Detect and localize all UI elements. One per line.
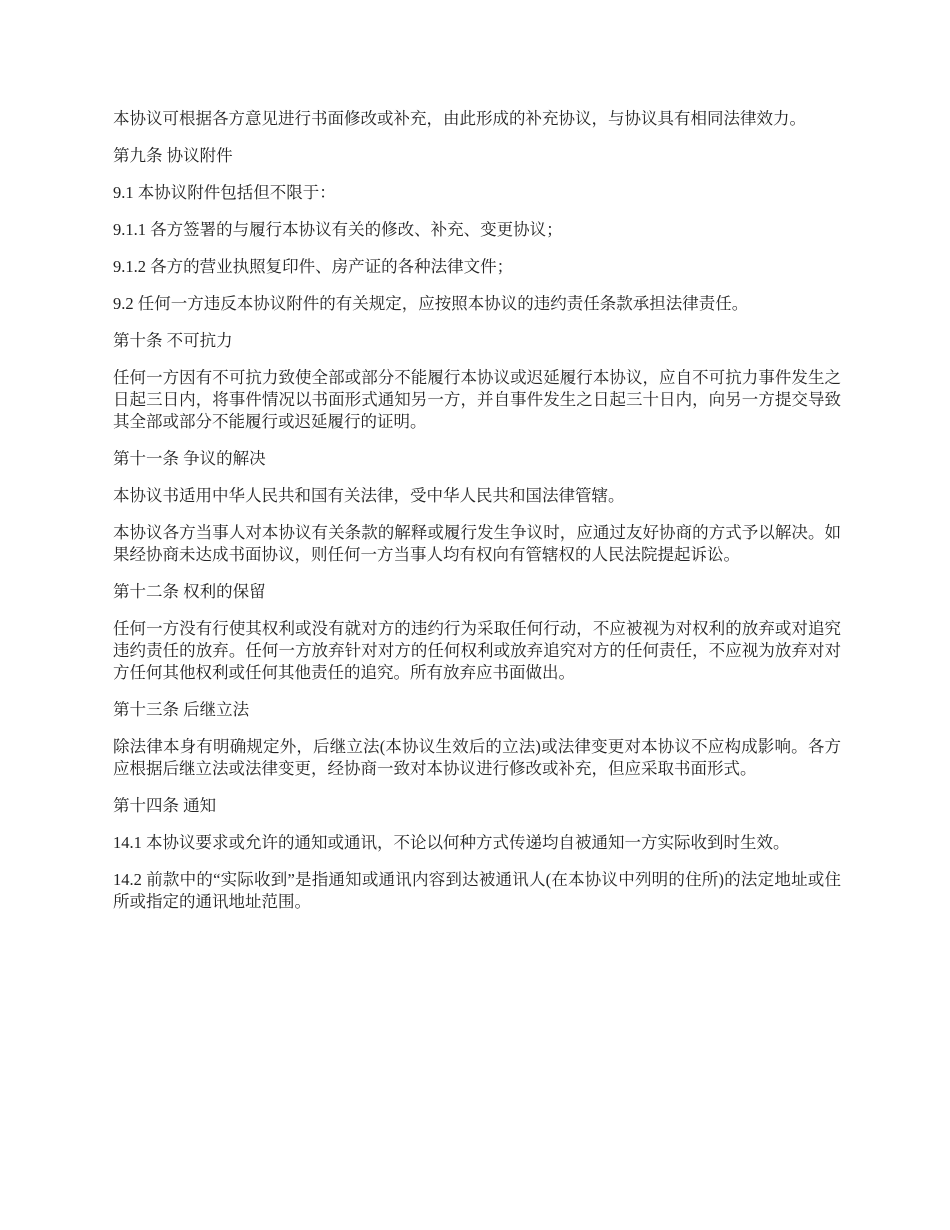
paragraph-supplementary-agreement: 本协议可根据各方意见进行书面修改或补充，由此形成的补充协议，与协议具有相同法律效力。 bbox=[113, 109, 806, 128]
heading-article-12: 第十二条 权利的保留 bbox=[113, 582, 266, 601]
clause-9-1-1: 9.1.1 各方签署的与履行本协议有关的修改、补充、变更协议； bbox=[113, 220, 563, 239]
clause-9-1-2: 9.1.2 各方的营业执照复印件、房产证的各种法律文件； bbox=[113, 257, 514, 276]
heading-article-13: 第十三条 后继立法 bbox=[113, 700, 250, 719]
paragraph-governing-law: 本协议书适用中华人民共和国有关法律，受中华人民共和国法律管辖。 bbox=[113, 486, 625, 505]
paragraph-force-majeure: 任何一方因有不可抗力致使全部或部分不能履行本协议或迟延履行本协议，应自不可抗力事件发生之日起三日内，将事件情况以书面形式通知另一方，并自事件发生之日起三十日内，向另一方提交导致其全部或部分不能履行或迟延履行的证明。 bbox=[113, 368, 841, 431]
paragraph-dispute-resolution: 本协议各方当事人对本协议有关条款的解释或履行发生争议时，应通过友好协商的方式予以解决。如果经协商未达成书面协议，则任何一方当事人均有权向有管辖权的人民法院提起诉讼。 bbox=[113, 523, 841, 564]
heading-article-14: 第十四条 通知 bbox=[113, 796, 217, 815]
heading-article-9: 第九条 协议附件 bbox=[113, 146, 233, 165]
clause-14-2: 14.2 前款中的“实际收到”是指通知或通讯内容到达被通讯人(在本协议中列明的住所)的法定地址或住所或指定的通讯地址范围。 bbox=[113, 870, 841, 911]
paragraph-subsequent-legislation: 除法律本身有明确规定外，后继立法(本协议生效后的立法)或法律变更对本协议不应构成影响。各方应根据后继立法或法律变更，经协商一致对本协议进行修改或补充，但应采取书面形式。 bbox=[113, 737, 841, 778]
heading-article-10: 第十条 不可抗力 bbox=[113, 331, 233, 350]
clause-14-1: 14.1 本协议要求或允许的通知或通讯，不论以何种方式传递均自被通知一方实际收到时生效。 bbox=[113, 833, 790, 852]
heading-article-11: 第十一条 争议的解决 bbox=[113, 449, 266, 468]
clause-9-2: 9.2 任何一方违反本协议附件的有关规定，应按照本协议的违约责任条款承担法律责任。 bbox=[113, 294, 749, 313]
paragraph-reservation-of-rights: 任何一方没有行使其权利或没有就对方的违约行为采取任何行动，不应被视为对权利的放弃或对追究违约责任的放弃。任何一方放弃针对对方的任何权利或放弃追究对方的任何责任，不应视为放弃对对方任何其他权利或任何其他责任的追究。所有放弃应书面做出。 bbox=[113, 619, 841, 682]
document-page bbox=[113, 108, 841, 928]
clause-9-1: 9.1 本协议附件包括但不限于： bbox=[113, 183, 336, 202]
